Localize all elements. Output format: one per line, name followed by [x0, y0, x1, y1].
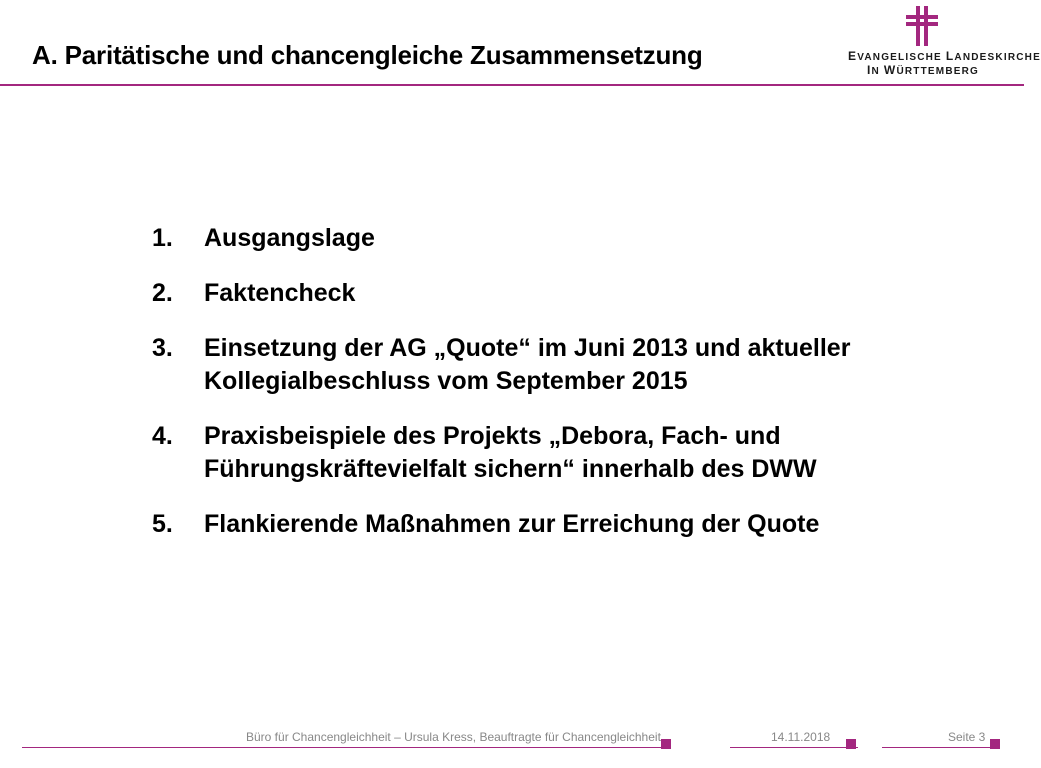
agenda-item-text: Faktencheck: [204, 279, 356, 307]
logo-line-1: EVANGELISCHE LANDESKIRCHE: [848, 49, 1041, 63]
header-divider: [0, 84, 1024, 86]
agenda-item-text: Praxisbeispiele des Projekts „Debora, Fach- und Führungskräftevielfalt sichern“ innerhalb des DWW: [204, 422, 817, 483]
footer-square-icon: [990, 739, 1000, 749]
church-logo-text: [848, 49, 1041, 78]
agenda-list: [152, 222, 952, 563]
logo-line-2: IN WÜRTTEMBERG: [866, 63, 980, 77]
page-title: A. Paritätische und chancengleiche Zusammensetzung: [32, 40, 703, 70]
footer-organization: Büro für Chancengleichheit – Ursula Kress, Beauftragte für Chancengleichheit: [246, 730, 661, 744]
footer-divider: [882, 747, 998, 748]
footer-divider: [730, 747, 858, 748]
agenda-item: [152, 277, 952, 310]
footer-page-number: Seite 3: [948, 730, 986, 744]
agenda-item-text: Ausgangslage: [204, 224, 375, 252]
footer-date: 14.11.2018: [771, 730, 831, 744]
agenda-item: [152, 222, 952, 255]
agenda-item-number: 1.: [152, 224, 173, 252]
agenda-item-number: 3.: [152, 334, 173, 362]
agenda-item: [152, 508, 952, 541]
footer-square-icon: [846, 739, 856, 749]
agenda-item-text: Flankierende Maßnahmen zur Erreichung der Quote: [204, 510, 820, 538]
agenda-item-text: Einsetzung der AG „Quote“ im Juni 2013 und aktueller Kollegialbeschluss vom September 2015: [204, 334, 851, 395]
agenda-item-number: 5.: [152, 510, 173, 538]
agenda-item-number: 2.: [152, 279, 173, 307]
cross-icon: [906, 6, 938, 46]
footer-divider: [22, 747, 668, 748]
footer-square-icon: [661, 739, 671, 749]
agenda-item: [152, 332, 952, 398]
agenda-item-number: 4.: [152, 422, 173, 450]
agenda-item: [152, 420, 952, 486]
